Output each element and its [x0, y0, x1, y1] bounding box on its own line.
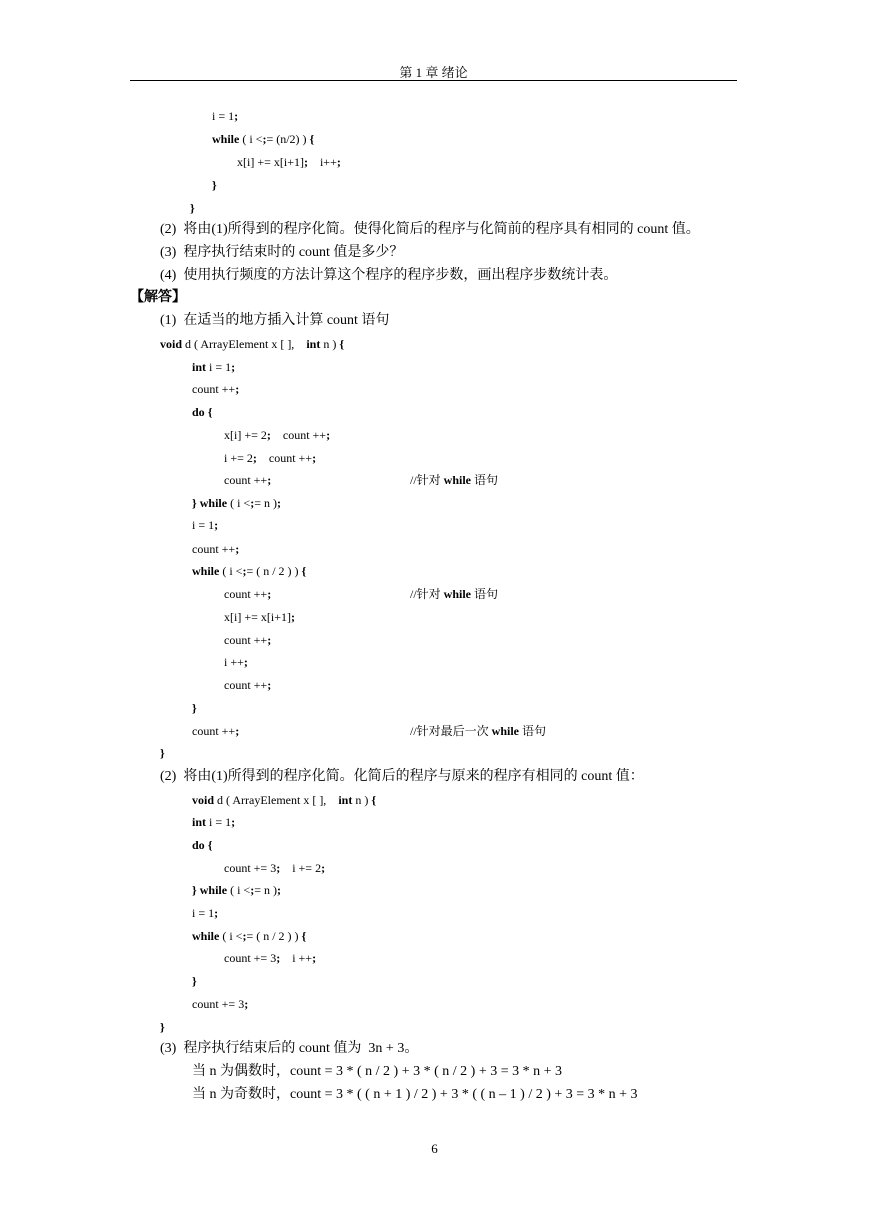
- answer-part-title: (3) 程序执行结束后的 count 值为 3n + 3。: [160, 1041, 419, 1056]
- code-line: } while ( i <;= n );: [192, 883, 281, 897]
- code-line: count += 3; i ++;: [224, 951, 317, 965]
- code-line: count ++;: [192, 542, 240, 556]
- code-comment: //针对 while 语句: [410, 473, 499, 487]
- code-line: int i = 1;: [192, 815, 236, 829]
- code-line: count += 3;: [192, 997, 249, 1011]
- code-line: while ( i <;= ( n / 2 ) ) {: [192, 564, 307, 578]
- code-line: }: [160, 746, 165, 760]
- code-line: }: [192, 974, 197, 988]
- code-line: } while ( i <;= n );: [192, 496, 281, 510]
- header-rule: [130, 80, 737, 81]
- code-line: void d ( ArrayElement x [ ], int n ) {: [160, 337, 345, 351]
- code-line: x[i] += x[i+1]; i++;: [237, 155, 341, 169]
- code-line: do {: [192, 405, 213, 419]
- formula-line: 当 n 为偶数时，count = 3 * ( n / 2 ) + 3 * ( n / 2 ) + 3 = 3 * n + 3: [192, 1064, 563, 1079]
- code-line: i ++;: [224, 655, 248, 669]
- code-line: count ++;: [192, 382, 240, 396]
- code-line: }: [190, 201, 195, 215]
- code-line: count ++;: [224, 473, 272, 487]
- code-line: }: [192, 701, 197, 715]
- code-comment: //针对 while 语句: [410, 587, 499, 601]
- code-line: }: [160, 1020, 165, 1034]
- code-comment: //针对最后一次 while 语句: [410, 724, 547, 738]
- code-line: i += 2; count ++;: [224, 451, 317, 465]
- code-line: }: [212, 178, 217, 192]
- code-line: x[i] += x[i+1];: [224, 610, 295, 624]
- answer-heading: 【解答】: [130, 290, 186, 305]
- code-line: i = 1;: [212, 109, 239, 123]
- answer-part-title: (1) 在适当的地方插入计算 count 语句: [160, 313, 390, 328]
- formula-line: 当 n 为奇数时，count = 3 * ( ( n + 1 ) / 2 ) + 3 * ( ( n – 1 ) / 2 ) + 3 = 3 * n + 3: [192, 1087, 638, 1102]
- code-line: i = 1;: [192, 906, 219, 920]
- question-item: (4) 使用执行频度的方法计算这个程序的程序步数，画出程序步数统计表。: [160, 268, 618, 283]
- code-line: count ++;: [224, 587, 272, 601]
- question-item: (3) 程序执行结束时的 count 值是多少？: [160, 245, 404, 260]
- code-line: count ++;: [192, 724, 240, 738]
- code-line: i = 1;: [192, 518, 219, 532]
- code-line: count ++;: [224, 633, 272, 647]
- page-header: 第 1 章 绪论: [399, 65, 468, 80]
- code-line: void d ( ArrayElement x [ ], int n ) {: [192, 793, 377, 807]
- answer-part-title: (2) 将由(1)所得到的程序化简。化简后的程序与原来的程序有相同的 count 值：: [160, 769, 644, 784]
- question-item: (2) 将由(1)所得到的程序化简。使得化简后的程序与化简前的程序具有相同的 count 值。: [160, 222, 700, 237]
- code-line: do {: [192, 838, 213, 852]
- code-line: int i = 1;: [192, 360, 236, 374]
- code-line: count ++;: [224, 678, 272, 692]
- code-line: while ( i <;= (n/2) ) {: [212, 132, 315, 146]
- code-line: count += 3; i += 2;: [224, 861, 326, 875]
- page-number: 6: [431, 1141, 438, 1156]
- code-line: x[i] += 2; count ++;: [224, 428, 331, 442]
- code-line: while ( i <;= ( n / 2 ) ) {: [192, 929, 307, 943]
